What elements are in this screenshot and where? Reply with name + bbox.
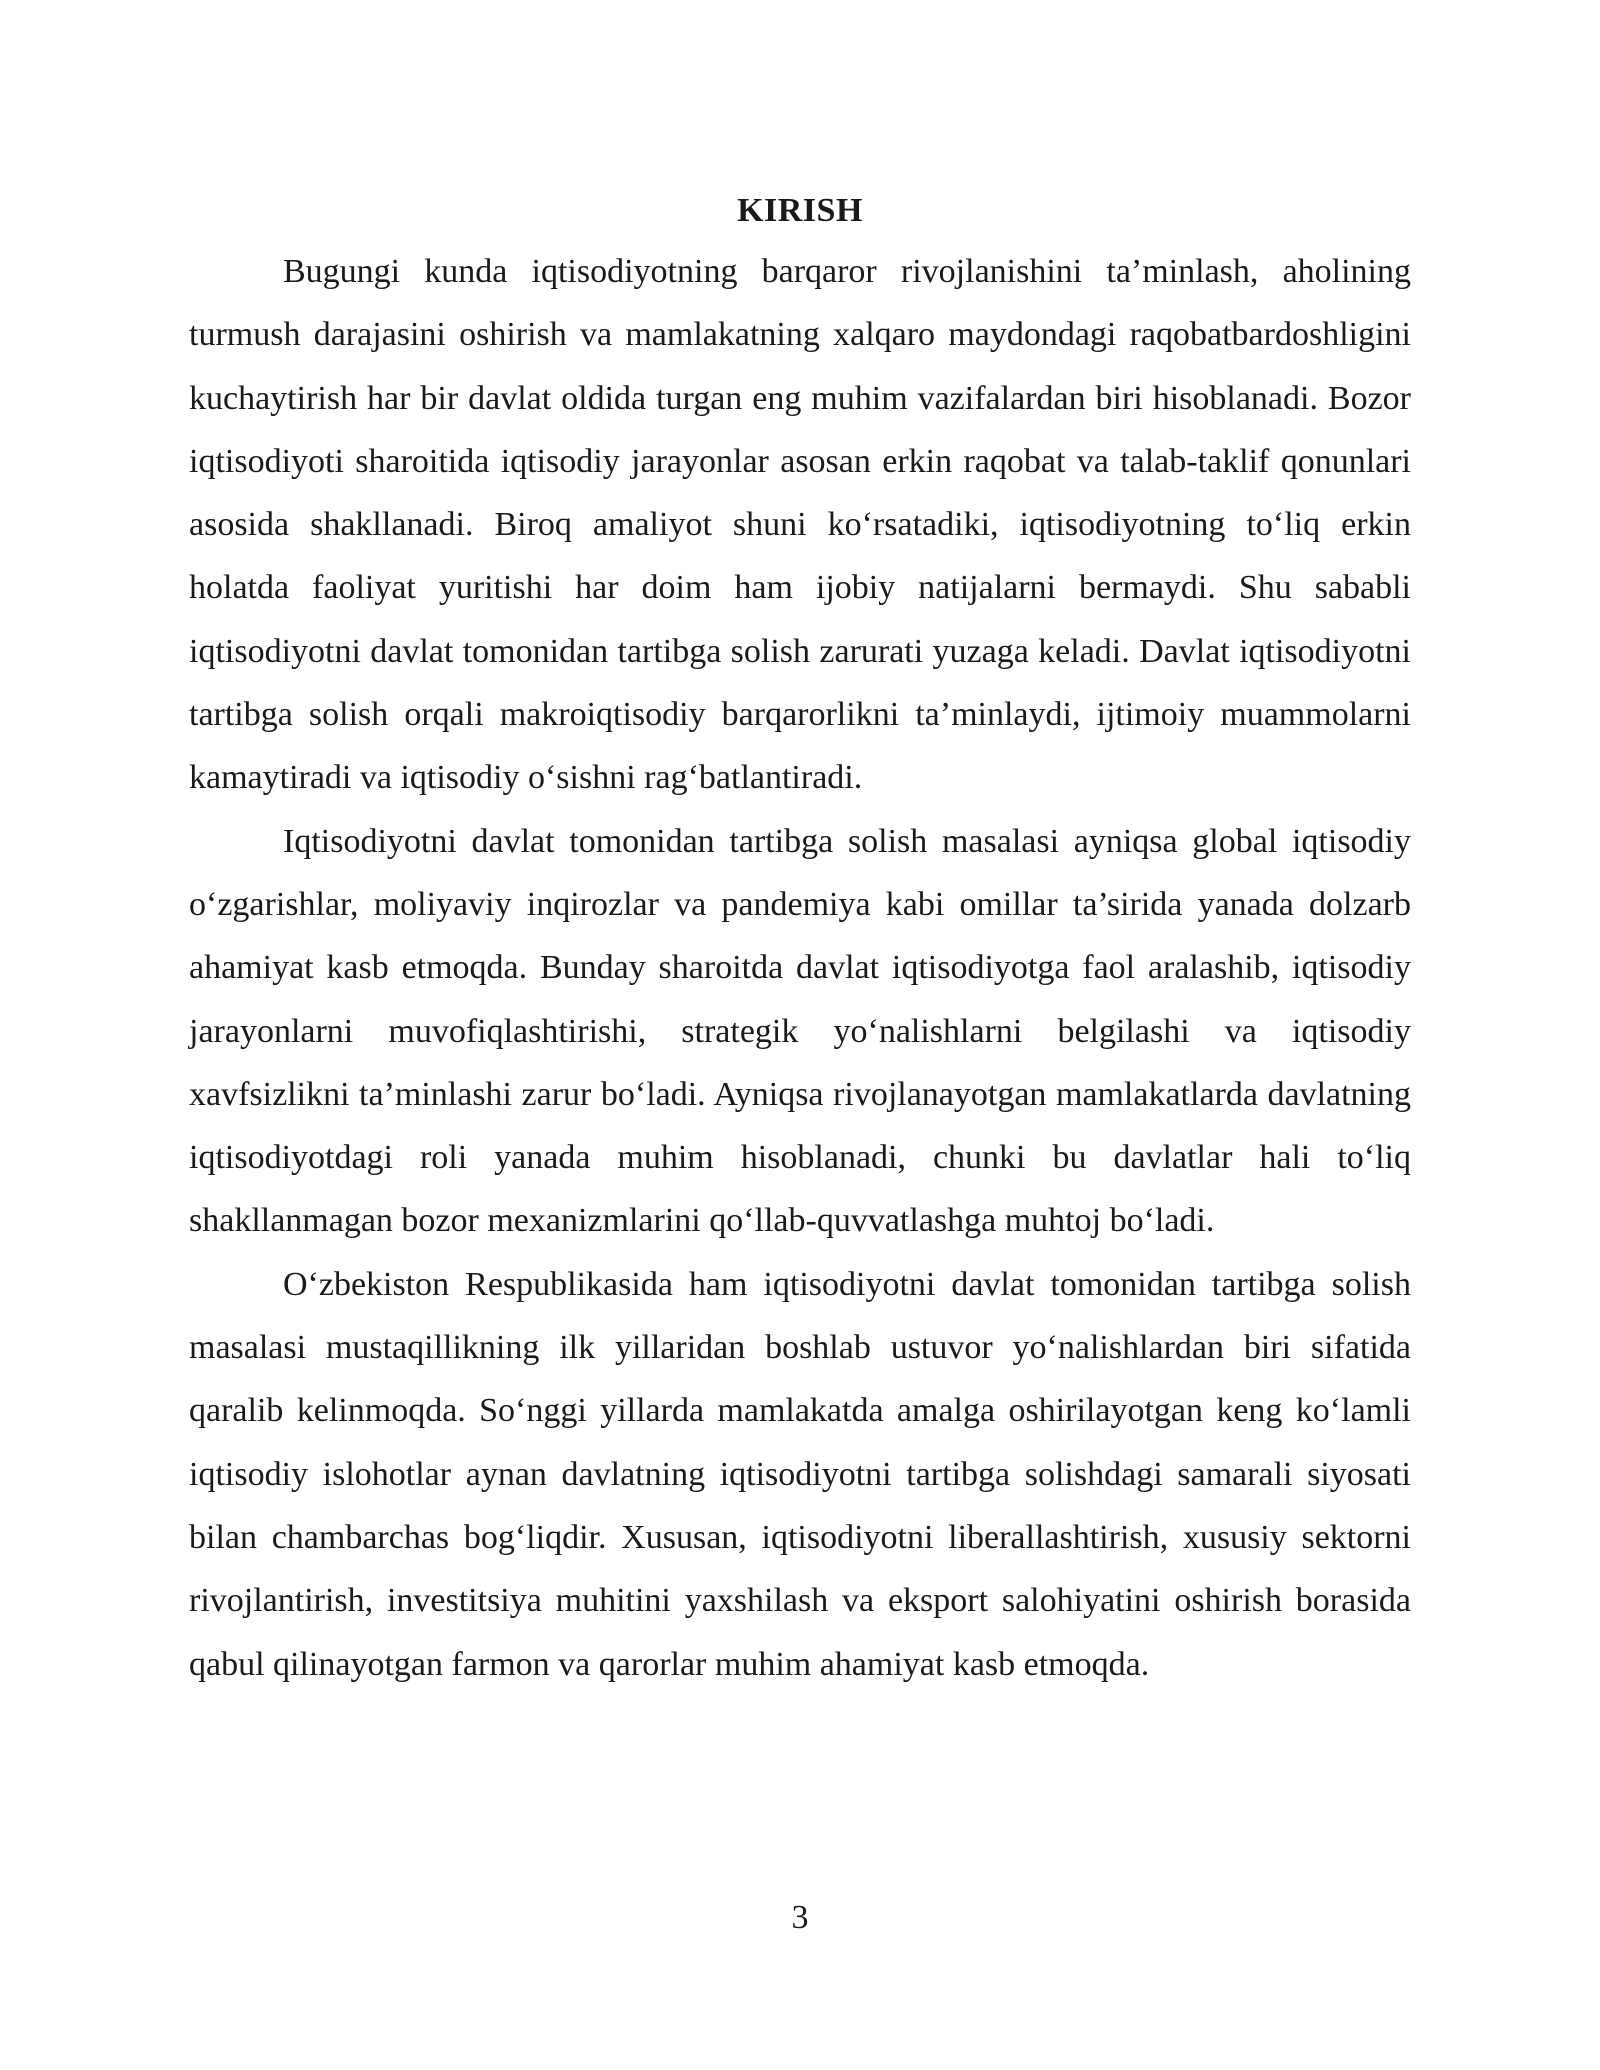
paragraph-1: Bugungi kunda iqtisodiyotning barqaror rivojlanishini ta’minlash, aholining turmush darajasini oshirish va mamlakatning xalqaro maydondagi raqobatbardoshligini kuchaytirish har bir davlat oldida turgan eng muhim vazifalardan biri hisoblanadi. Bozor iqtisodiyoti sharoitida iqtisodiy jarayonlar asosan erkin raqobat va talab-taklif qonunlari asosida shakllanadi. Biroq amaliyot shuni koʻrsatadiki, iqtisodiyotning toʻliq erkin holatda faoliyat yuritishi har doim ham ijobiy natijalarni bermaydi. Shu sababli iqtisodiyotni davlat tomonidan tartibga solish zarurati yuzaga keladi. Davlat iqtisodiyotni tartibga solish orqali makroiqtisodiy barqarorlikni ta’minlaydi, ijtimoiy muammolarni kamaytiradi va iqtisodiy oʻsishni ragʻbatlantiradi. — [189, 253, 1411, 797]
paragraph-3: Oʻzbekiston Respublikasida ham iqtisodiyotni davlat tomonidan tartibga solish masalasi mustaqillikning ilk yillaridan boshlab ustuvor yoʻnalishlardan biri sifatida qaralib kelinmoqda. Soʻnggi yillarda mamlakatda amalga oshirilayotgan keng koʻlamli iqtisodiy islohotlar aynan davlatning iqtisodiyotni tartibga solishdagi samarali siyosati bilan chambarchas bogʻliqdir. Xususan, iqtisodiyotni liberallashtirish, xususiy sektorni rivojlantirish, investitsiya muhitini yaxshilash va eksport salohiyatini oshirish borasida qabul qilinayotgan farmon va qarorlar muhim ahamiyat kasb etmoqda. — [189, 1265, 1411, 1683]
paragraph-2: Iqtisodiyotni davlat tomonidan tartibga solish masalasi ayniqsa global iqtisodiy oʻzgarishlar, moliyaviy inqirozlar va pandemiya kabi omillar ta’sirida yanada dolzarb ahamiyat kasb etmoqda. Bunday sharoitda davlat iqtisodiyotga faol aralashib, iqtisodiy jarayonlarni muvofiqlashtirishi, strategik yoʻnalishlarni belgilashi va iqtisodiy xavfsizlikni ta’minlashi zarur boʻladi. Ayniqsa rivojlanayotgan mamlakatlarda davlatning iqtisodiyotdagi roli yanada muhim hisoblanadi, chunki bu davlatlar hali toʻliq shakllanmagan bozor mexanizmlarini qoʻllab-quvvatlashga muhtoj boʻladi. — [189, 822, 1411, 1240]
page-number: 3 — [791, 1899, 809, 1936]
page-content — [189, 186, 1411, 1696]
page-title: KIRISH — [737, 192, 863, 229]
